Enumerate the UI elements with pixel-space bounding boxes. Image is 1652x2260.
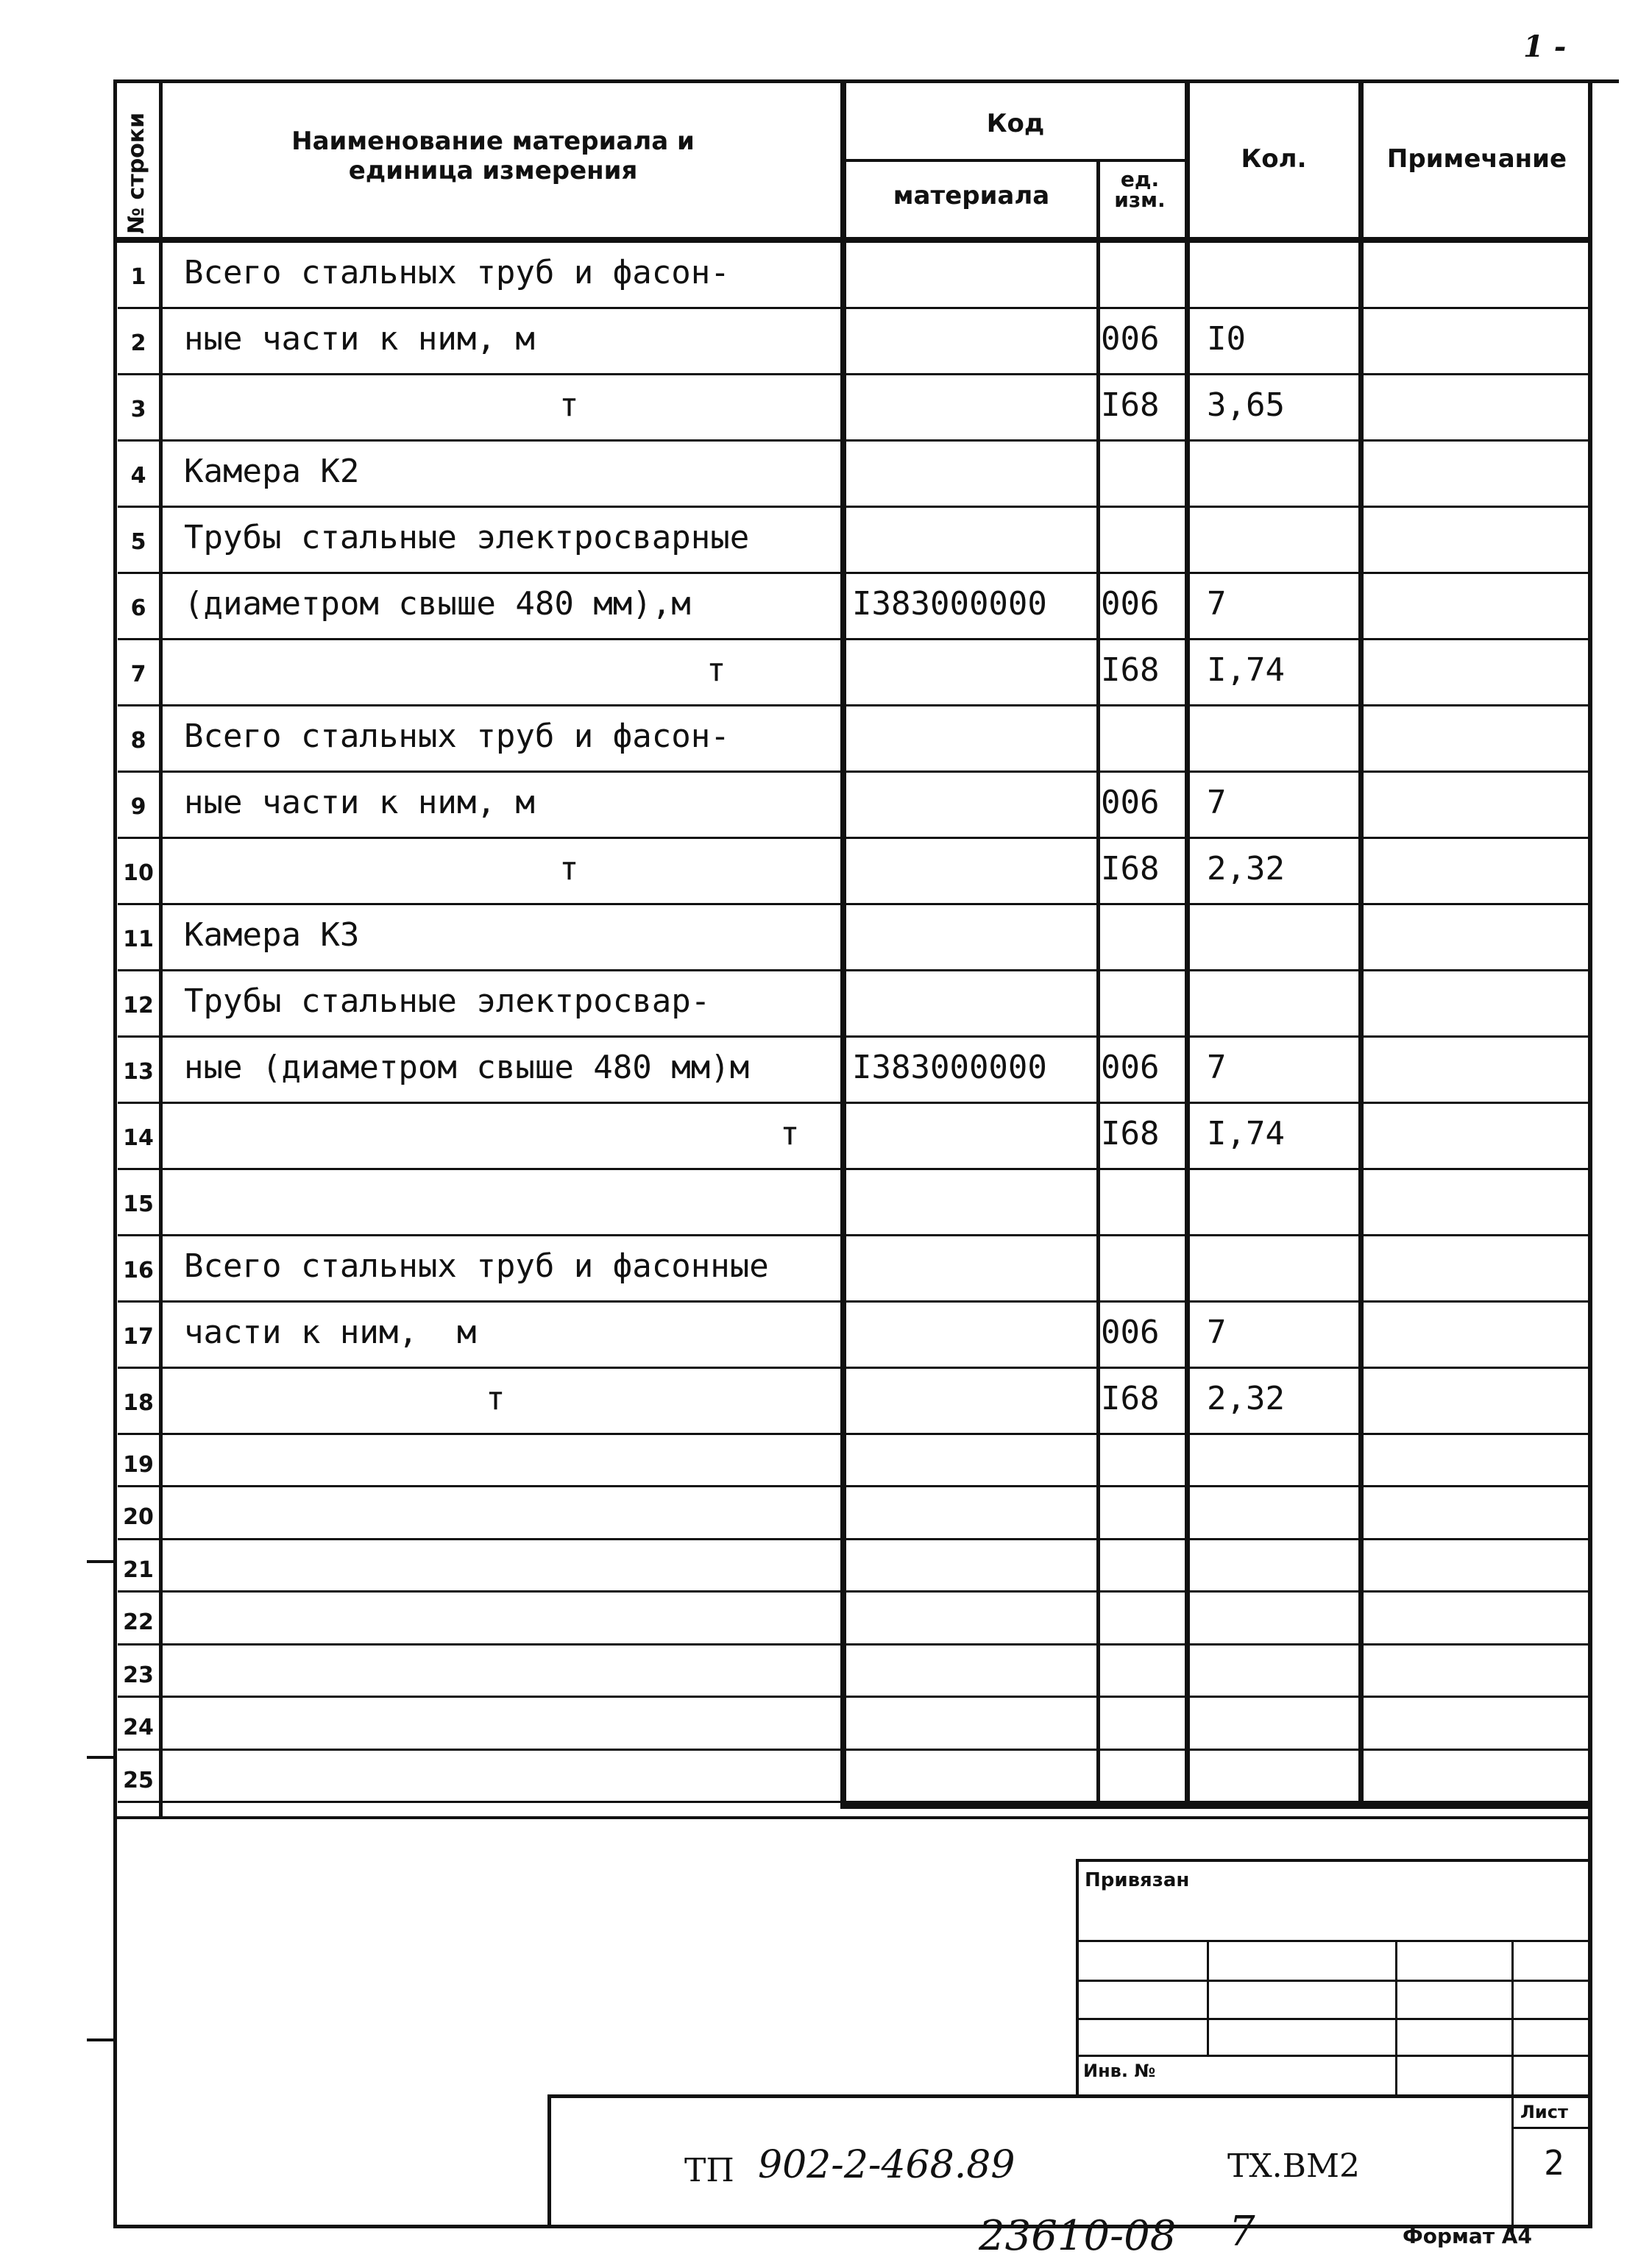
row-qty: 2,32 [1207, 1380, 1285, 1417]
row-unit: I68 [1101, 850, 1160, 888]
header-note: Примечание [1386, 144, 1567, 174]
table-row [0, 1435, 1652, 1487]
row-name: Камера К3 [184, 916, 360, 954]
row-name: т [780, 1115, 800, 1152]
row-name: Камера К2 [184, 453, 360, 490]
table-row [0, 1104, 1652, 1170]
row-number: 18 [123, 1390, 154, 1416]
row-name: Трубы стальные электросвар- [184, 982, 711, 1020]
table-bottom-rule [840, 1803, 1592, 1809]
row-unit: 006 [1101, 585, 1160, 623]
margin-mark-3 [87, 2038, 116, 2041]
table-row [0, 309, 1652, 375]
row-number: 22 [123, 1609, 154, 1636]
stamp-list-label: Лист [1520, 2102, 1568, 2122]
row-number: 6 [130, 595, 146, 621]
row-number: 19 [123, 1452, 154, 1478]
stamp-grid-v1 [1207, 1940, 1209, 2055]
stamp-privyazan: Привязан [1085, 1869, 1190, 1891]
row-number: 10 [123, 860, 154, 886]
row-qty: 7 [1207, 1049, 1227, 1086]
table-row [0, 905, 1652, 971]
table-bottom-line [113, 1816, 1592, 1819]
row-unit: I68 [1101, 1115, 1160, 1152]
table-row [0, 1593, 1652, 1645]
row-name: т [559, 386, 579, 424]
row-code: I383000000 [852, 585, 1047, 623]
row-unit: I68 [1101, 651, 1160, 689]
row-name: ные части к ним, м [184, 784, 535, 821]
header-code-unit: ед. изм. [1114, 167, 1166, 212]
stamp-doc-code: ТХ.ВМ2 [1227, 2147, 1361, 2185]
footer-handwritten-no: 23610-08 [979, 2212, 1177, 2260]
row-unit: 006 [1101, 1314, 1160, 1351]
table-row [0, 1170, 1652, 1236]
row-number: 11 [123, 927, 154, 952]
table-row [0, 706, 1652, 773]
row-number: 5 [130, 529, 146, 555]
stamp-list-sep [1511, 2127, 1592, 2129]
row-name: (диаметром свыше 480 мм),м [184, 585, 691, 623]
stamp-grid-v2 [1395, 1940, 1397, 2094]
row-rule [118, 1801, 1592, 1803]
table-row [0, 971, 1652, 1038]
row-number: 3 [130, 397, 146, 422]
table-row [0, 1038, 1652, 1104]
stamp-privyazan-box [1076, 1859, 1592, 2094]
table-row [0, 1540, 1652, 1593]
row-name: Трубы стальные электросварные [184, 519, 750, 556]
header-code: Код [986, 109, 1045, 138]
row-number: 21 [123, 1556, 154, 1583]
table-row [0, 1369, 1652, 1435]
row-unit: 006 [1101, 784, 1160, 821]
row-qty: 7 [1207, 1314, 1227, 1351]
row-unit: I68 [1101, 1380, 1160, 1417]
header-rule [113, 237, 1592, 243]
row-name: Всего стальных труб и фасонные [184, 1247, 769, 1285]
table-row [0, 508, 1652, 574]
row-number: 14 [123, 1125, 154, 1151]
table-row [0, 1646, 1652, 1698]
row-name: ные части к ним, м [184, 320, 535, 358]
table-row [0, 1487, 1652, 1540]
row-qty: 2,32 [1207, 850, 1285, 888]
row-name: т [706, 651, 726, 689]
row-number: 1 [130, 264, 146, 290]
row-number: 12 [123, 993, 154, 1019]
row-unit: 006 [1101, 1049, 1160, 1086]
stamp-grid-h4 [1076, 2055, 1592, 2057]
row-number: 2 [130, 330, 146, 356]
row-number: 9 [130, 794, 146, 820]
stamp-doc-number: 902-2-468.89 [758, 2143, 1015, 2187]
row-qty: I0 [1207, 320, 1246, 358]
stamp-grid-h1 [1076, 1940, 1592, 1942]
row-number: 4 [130, 463, 146, 489]
row-number: 24 [123, 1715, 154, 1741]
table-row [0, 640, 1652, 706]
table-row [0, 839, 1652, 905]
row-unit: I68 [1101, 386, 1160, 424]
margin-mark-1 [87, 1560, 116, 1563]
row-name: Всего стальных труб и фасон- [184, 254, 730, 291]
table-row [0, 375, 1652, 442]
row-number: 25 [123, 1767, 154, 1793]
stamp-list-no: 2 [1544, 2143, 1564, 2183]
stamp-doc-prefix: ТП [684, 2152, 734, 2189]
row-number: 20 [123, 1504, 154, 1531]
row-qty: 7 [1207, 585, 1227, 623]
code-subrule [840, 159, 1186, 162]
row-name: т [486, 1380, 506, 1417]
header-row-no-label: № строки [124, 112, 149, 234]
table-row [0, 1236, 1652, 1303]
stamp-inv-no: Инв. № [1083, 2061, 1156, 2081]
row-number: 17 [123, 1324, 154, 1350]
row-name: Всего стальных труб и фасон- [184, 718, 730, 755]
row-unit: 006 [1101, 320, 1160, 358]
row-name: т [559, 850, 579, 888]
header-name: Наименование материала и единица измерения [291, 127, 695, 185]
table-row [0, 1303, 1652, 1369]
row-number: 8 [130, 728, 146, 754]
row-qty: 3,65 [1207, 386, 1285, 424]
row-number: 13 [123, 1059, 154, 1085]
header-code-material: материала [893, 181, 1050, 210]
table-row [0, 1751, 1652, 1803]
footer-handwritten-sheet: 7 [1229, 2208, 1255, 2256]
table-row [0, 773, 1652, 839]
stamp-grid-h3 [1076, 2018, 1592, 2020]
row-qty: I,74 [1207, 651, 1285, 689]
table-row [0, 1698, 1652, 1750]
table-row [0, 574, 1652, 640]
row-number: 15 [123, 1191, 154, 1217]
row-qty: 7 [1207, 784, 1227, 821]
corner-mark: 1 - [1523, 29, 1567, 64]
margin-mark-2 [87, 1756, 116, 1759]
row-code: I383000000 [852, 1049, 1047, 1086]
row-number: 23 [123, 1662, 154, 1688]
stamp-grid-h2 [1076, 1980, 1592, 1982]
table-row [0, 442, 1652, 508]
row-qty: I,74 [1207, 1115, 1285, 1152]
row-number: 16 [123, 1258, 154, 1283]
header-qty: Кол. [1241, 144, 1307, 174]
footer-format: Формат А4 [1403, 2224, 1532, 2248]
row-name: ные (диаметром свыше 480 мм)м [184, 1049, 750, 1086]
table-row [0, 243, 1652, 309]
row-number: 7 [130, 662, 146, 687]
header-row-no [118, 87, 159, 241]
row-name: части к ним, м [184, 1314, 477, 1351]
